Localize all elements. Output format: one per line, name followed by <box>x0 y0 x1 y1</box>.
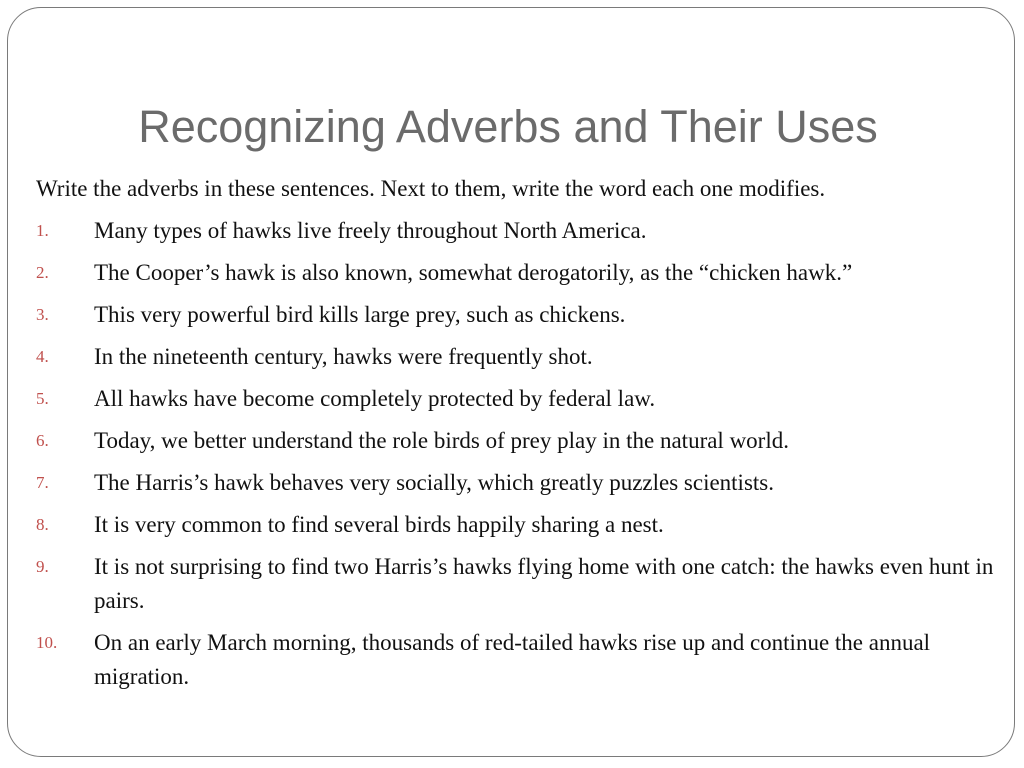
sentence-list <box>36 214 1016 694</box>
item-text: All hawks have become completely protected by federal law. <box>94 386 656 411</box>
item-text: This very powerful bird kills large prey, such as chickens. <box>94 302 626 327</box>
slide-frame <box>7 7 1015 757</box>
item-number: 1. <box>36 221 49 240</box>
item-number: 8. <box>36 515 49 534</box>
list-item <box>36 382 1016 416</box>
list-item <box>36 214 1016 248</box>
item-number: 3. <box>36 305 49 324</box>
item-number: 6. <box>36 431 49 450</box>
item-number: 10. <box>36 633 58 652</box>
item-number: 2. <box>36 263 49 282</box>
item-text: On an early March morning, thousands of red-tailed hawks rise up and continue the annual migration. <box>94 630 931 689</box>
item-text: It is not surprising to find two Harris’s hawks flying home with one catch: the hawks even hunt in pairs. <box>94 554 994 613</box>
list-item <box>36 424 1016 458</box>
item-text: It is very common to find several birds happily sharing a nest. <box>94 512 664 537</box>
instructions-text: Write the adverbs in these sentences. Next to them, write the word each one modifies. <box>36 176 826 201</box>
list-item <box>36 298 1016 332</box>
item-text: In the nineteenth century, hawks were frequently shot. <box>94 344 593 369</box>
slide-title: Recognizing Adverbs and Their Uses <box>138 101 878 152</box>
item-number: 9. <box>36 557 49 576</box>
item-number: 4. <box>36 347 49 366</box>
slide-body <box>36 172 1016 702</box>
list-item <box>36 508 1016 542</box>
item-number: 5. <box>36 389 49 408</box>
list-item <box>36 550 1016 618</box>
list-item <box>36 626 1016 694</box>
list-item <box>36 466 1016 500</box>
item-text: The Harris’s hawk behaves very socially, which greatly puzzles scientists. <box>94 470 774 495</box>
item-text: The Cooper’s hawk is also known, somewhat derogatorily, as the “chicken hawk.” <box>94 260 853 285</box>
list-item <box>36 256 1016 290</box>
item-text: Many types of hawks live freely throughout North America. <box>94 218 647 243</box>
item-number: 7. <box>36 473 49 492</box>
list-item <box>36 340 1016 374</box>
item-text: Today, we better understand the role birds of prey play in the natural world. <box>94 428 789 453</box>
